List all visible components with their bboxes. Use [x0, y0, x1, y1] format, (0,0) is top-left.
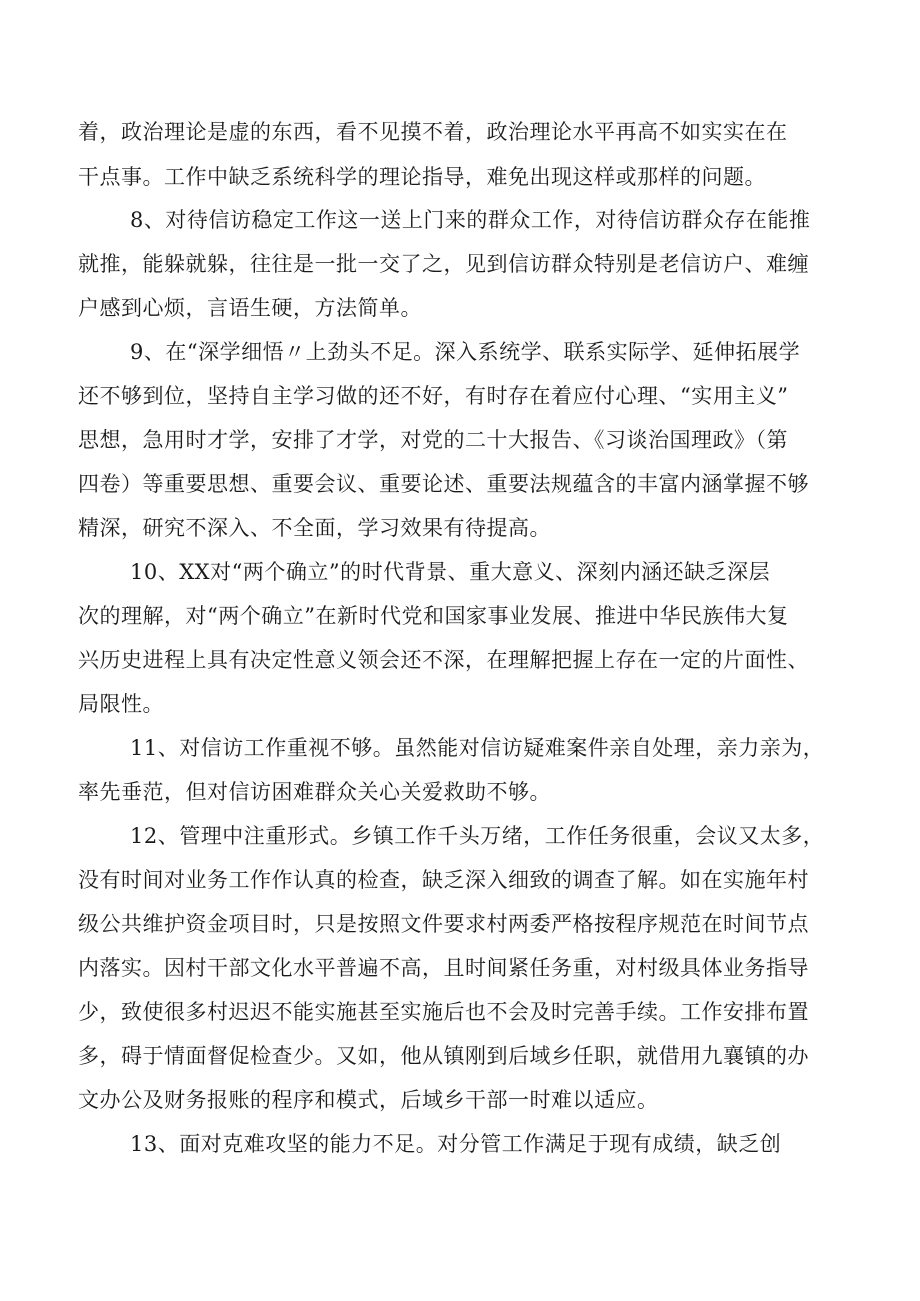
line-text: 10、XX对“两个确立”的时代背景、重大意义、深刻内涵还缺乏深层 — [130, 560, 771, 584]
text-line — [0, 948, 920, 988]
text-line — [0, 112, 920, 152]
text-line — [0, 640, 920, 680]
text-line — [0, 684, 920, 724]
line-text: 13、面对克难攻坚的能力不足。对分管工作满足于现有成绩，缺乏创 — [130, 1132, 782, 1156]
line-text: 多，碍于情面督促检查少。又如，他从镇刚到后域乡任职，就借用九襄镇的办 — [78, 1044, 809, 1068]
text-line — [0, 1036, 920, 1076]
line-text: 精深，研究不深入、不全面，学习效果有待提高。 — [78, 516, 551, 540]
line-text: 户感到心烦，言语生硬，方法简单。 — [78, 296, 422, 320]
paragraph-9-start — [0, 332, 920, 372]
line-text: 四卷）等重要思想、重要会议、重要论述、重要法规蕴含的丰富内涵掌握不够 — [78, 472, 809, 496]
text-line — [0, 596, 920, 636]
text-line — [0, 772, 920, 812]
text-line — [0, 244, 920, 284]
line-text: 12、管理中注重形式。乡镇工作千头万绪，工作任务很重，会议又太多， — [130, 824, 825, 848]
line-text: 8、对待信访稳定工作这一送上门来的群众工作，对待信访群众存在能推 — [130, 208, 811, 232]
line-text: 文办公及财务报账的程序和模式，后域乡干部一时难以适应。 — [78, 1088, 659, 1112]
paragraph-13-start — [0, 1124, 920, 1164]
line-text: 局限性。 — [78, 692, 164, 716]
line-text: 级公共维护资金项目时，只是按照文件要求村两委严格按程序规范在时间节点 — [78, 912, 809, 936]
line-text: 干点事。工作中缺乏系统科学的理论指导，难免出现这样或那样的问题。 — [78, 165, 766, 189]
line-text: 内落实。因村干部文化水平普遍不高，且时间紧任务重，对村级具体业务指导 — [78, 956, 809, 980]
line-text: 11、对信访工作重视不够。虽然能对信访疑难案件亲自处理，亲力亲为， — [130, 736, 825, 760]
line-text: 思想，急用时才学，安排了才学，对党的二十大报告、《习谈治国理政》（第 — [78, 428, 788, 452]
text-line — [0, 157, 920, 197]
text-line — [0, 288, 920, 328]
line-text: 次的理解，对“两个确立”在新时代党和国家事业发展、推进中华民族伟大复 — [78, 604, 789, 628]
line-text: 着，政治理论是虚的东西，看不见摸不着，政治理论水平再高不如实实在在 — [78, 120, 788, 144]
line-text: 率先垂范，但对信访困难群众关心关爱救助不够。 — [78, 780, 551, 804]
text-line — [0, 860, 920, 900]
paragraph-11-start — [0, 728, 920, 768]
text-line — [0, 464, 920, 504]
paragraph-8-start — [0, 200, 920, 240]
line-text: 就推，能躲就躲，往往是一批一交了之，见到信访群众特别是老信访户、难缠 — [78, 252, 809, 276]
text-line — [0, 508, 920, 548]
paragraph-10-start — [0, 552, 920, 592]
line-text: 还不够到位，坚持自主学习做的还不好，有时存在着应付心理、“实用主义” — [78, 384, 789, 408]
line-text: 兴历史进程上具有决定性意义领会还不深，在理解把握上存在一定的片面性、 — [78, 648, 809, 672]
line-text: 没有时间对业务工作作认真的检查，缺乏深入细致的调查了解。如在实施年村 — [78, 868, 809, 892]
paragraph-12-start — [0, 816, 920, 856]
line-text: 9、在“深学细悟〃上劲头不足。深入系统学、联系实际学、延伸拓展学 — [130, 340, 801, 364]
text-line — [0, 992, 920, 1032]
line-text: 少，致使很多村迟迟不能实施甚至实施后也不会及时完善手续。工作安排布置 — [78, 1000, 809, 1024]
text-line — [0, 904, 920, 944]
text-line — [0, 1080, 920, 1120]
text-line — [0, 376, 920, 416]
text-line — [0, 420, 920, 460]
